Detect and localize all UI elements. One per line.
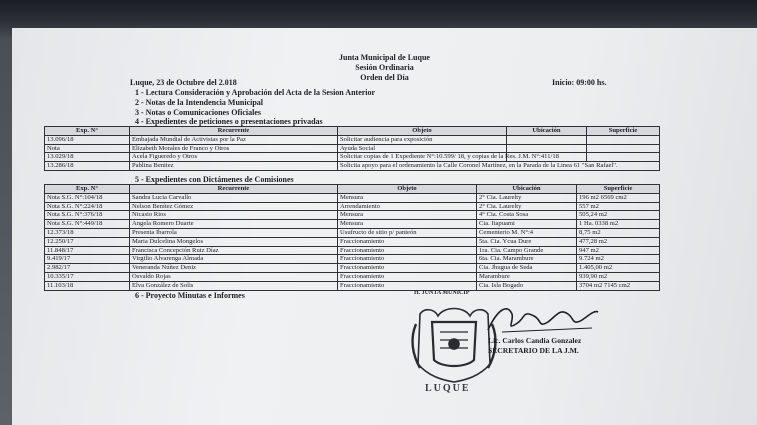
- cell: 557 m2: [577, 202, 660, 211]
- start-time: Inicio: 09:00 hs.: [552, 78, 607, 87]
- cell: 12.373/18: [45, 228, 130, 237]
- cell: Embajada Mundial de Activistas por la Paz: [130, 135, 338, 144]
- table-row: [45, 144, 660, 153]
- session-title: Sesión Ordinaria: [355, 63, 414, 72]
- cell: Acela Figueredo y Otros: [130, 153, 338, 162]
- cell: 4° Cia. Costa Sosa: [477, 211, 577, 220]
- table-header-row: [45, 127, 660, 136]
- table-row: [45, 135, 660, 144]
- table-row: [45, 193, 660, 202]
- document-page: [12, 28, 757, 425]
- cell: Elva González de Solis: [130, 281, 338, 290]
- cell: 2° Cia. Laurelty: [477, 193, 577, 202]
- cell: 9.724 m2: [577, 255, 660, 264]
- agenda-item-4: 4 - Expedientes de peticiones o presentaciones privadas: [135, 117, 323, 126]
- agenda-item-3: 3 - Notas o Comunicaciones Oficiales: [135, 108, 261, 117]
- cell: 3704 m2 7145 cm2: [577, 281, 660, 290]
- table-row: [45, 228, 660, 237]
- cell: Mensura: [338, 193, 477, 202]
- org-title: Junta Municipal de Luque: [339, 53, 430, 62]
- col-header: Superficie: [577, 185, 660, 194]
- cell: Solicitar audiencia para exposición: [338, 135, 507, 144]
- cell: Fraccionamiento: [338, 255, 477, 264]
- cell: 939,90 m2: [577, 272, 660, 281]
- table-row: [45, 220, 660, 229]
- cell: Nota S.G. N°:104/18: [45, 193, 130, 202]
- cell: 6ta. Cia. Marambure: [477, 255, 577, 264]
- cell: Elizabeth Morales de Franco y Otros: [130, 144, 338, 153]
- cell: Nota S.G. N°:224/18: [45, 202, 130, 211]
- col-header: Objeto: [338, 127, 507, 136]
- signature-icon: [482, 300, 602, 336]
- cell: 11.848/17: [45, 246, 130, 255]
- table-row: [45, 162, 660, 171]
- table-row: [45, 264, 660, 273]
- cell: 13.029/18: [45, 153, 130, 162]
- agenda-item-5: 5 - Expedientes con Dictámenes de Comisiones: [135, 175, 294, 184]
- cell: Mensura: [338, 220, 477, 229]
- cell: Sandra Lucia Carvallo: [130, 193, 338, 202]
- col-header: Ubicación: [477, 185, 577, 194]
- cell: 1ra. Cia. Campo Grande: [477, 246, 577, 255]
- cell: Cia. Itapuami: [477, 220, 577, 229]
- cell: [587, 144, 660, 153]
- cell: 1 Ha. 0338 m2: [577, 220, 660, 229]
- cell: Veneranda Núñez Deniz: [130, 264, 338, 273]
- dictamenes-table: [44, 184, 660, 291]
- petitions-table: [44, 126, 660, 171]
- cell: Angela Romero Duarte: [130, 220, 338, 229]
- cell: Pablina Benitez: [130, 162, 338, 171]
- cell: Fraccionamiento: [338, 272, 477, 281]
- cell: 13.096/18: [45, 135, 130, 144]
- agenda-item-1: 1 - Lectura Consideración y Aprobación del Acta de la Sesion Anterior: [135, 88, 376, 97]
- cell: 947 m2: [577, 246, 660, 255]
- col-header: Exp. N°: [45, 185, 130, 194]
- cell: Arrendamiento: [338, 202, 477, 211]
- cell: [587, 135, 660, 144]
- stamp-bottom-text: LUQUE: [425, 383, 471, 394]
- cell: Fraccionamiento: [338, 264, 477, 273]
- cell: 2.982/17: [45, 264, 130, 273]
- cell: Nota: [45, 144, 130, 153]
- cell: Presenta Ibarrola: [130, 228, 338, 237]
- table-row: [45, 202, 660, 211]
- date-line: Luque, 23 de Octubre del 2.018: [130, 78, 237, 87]
- cell: 8,75 m2: [577, 228, 660, 237]
- cell: 11.103/18: [45, 281, 130, 290]
- cell: 10.335/17: [45, 272, 130, 281]
- cell: Maria Dulcelina Mongelos: [130, 237, 338, 246]
- cell: 5ta. Cia. Ycua Dure: [477, 237, 577, 246]
- cell: Cia. Isla Bogado: [477, 281, 577, 290]
- cell: Cementerio M. N°:4: [477, 228, 577, 237]
- cell: 477,28 m2: [577, 237, 660, 246]
- cell: Solicitar copias de 1 Expediente N°:10.599/ 18, y copias de la Res. J.M. N°:411/18: [338, 153, 507, 162]
- cell: [507, 135, 587, 144]
- cell: Mensura: [338, 211, 477, 220]
- signer-name: Lic. Carlos Candia Gonzalez: [488, 336, 582, 345]
- cell: Fraccionamiento: [338, 246, 477, 255]
- col-header: Ubicación: [507, 127, 587, 136]
- table-row: [45, 153, 660, 162]
- cell: Nota S.G. N°:376/18: [45, 211, 130, 220]
- col-header: Superficie: [587, 127, 660, 136]
- cell: [587, 153, 660, 162]
- table-header-row: [45, 185, 660, 194]
- signer-title: SECRETARIO DE LA J.M.: [488, 346, 579, 355]
- cell: 1.405,00 m2: [577, 264, 660, 273]
- agenda-title: Orden del Día: [360, 73, 409, 82]
- cell: Fraccionamiento: [338, 281, 477, 290]
- table-row: [45, 246, 660, 255]
- cell: Cia. Jhugua de Seda: [477, 264, 577, 273]
- cell: Nicasio Rios: [130, 211, 338, 220]
- cell: Marambure: [477, 272, 577, 281]
- agenda-item-6: 6 - Proyecto Minutas e Informes: [135, 291, 245, 300]
- col-header: Exp. N°: [45, 127, 130, 136]
- cell: [507, 144, 587, 153]
- cell: 13.286/18: [45, 162, 130, 171]
- col-header: Recurrente: [130, 127, 338, 136]
- cell: 505,24 m2: [577, 211, 660, 220]
- cell: Virgilio Alvarenga Almada: [130, 255, 338, 264]
- cell: Francisca Concepción Ruiz Díaz: [130, 246, 338, 255]
- cell: 9.419/17: [45, 255, 130, 264]
- stamp-top-text: H. JUNTA MUNICIP: [414, 290, 470, 296]
- table-row: [45, 281, 660, 290]
- cell: Usufructo de sitio p/ panteón: [338, 228, 477, 237]
- table-row: [45, 237, 660, 246]
- cell: 2° Cia. Laurelty: [477, 202, 577, 211]
- cell: Nota S.G. N°:449/18: [45, 220, 130, 229]
- col-header: Recurrente: [130, 185, 338, 194]
- table-row: [45, 272, 660, 281]
- col-header: Objeto: [338, 185, 477, 194]
- table-row: [45, 211, 660, 220]
- cell: Ayuda Social: [338, 144, 507, 153]
- table-row: [45, 255, 660, 264]
- cell: Solicita apoyo para el ordenamiento la Calle Coronel Martínez, en la Parada de la Linea 61 "San Rafael".: [338, 162, 660, 171]
- cell: 196 m2 6569 cm2: [577, 193, 660, 202]
- agenda-item-2: 2 - Notas de la Intendencia Municipal: [135, 98, 264, 107]
- cell: Osvaldo Rojas: [130, 272, 338, 281]
- cell: Fraccionamiento: [338, 237, 477, 246]
- cell: 12.250/17: [45, 237, 130, 246]
- cell: Nelson Benítez Gómez: [130, 202, 338, 211]
